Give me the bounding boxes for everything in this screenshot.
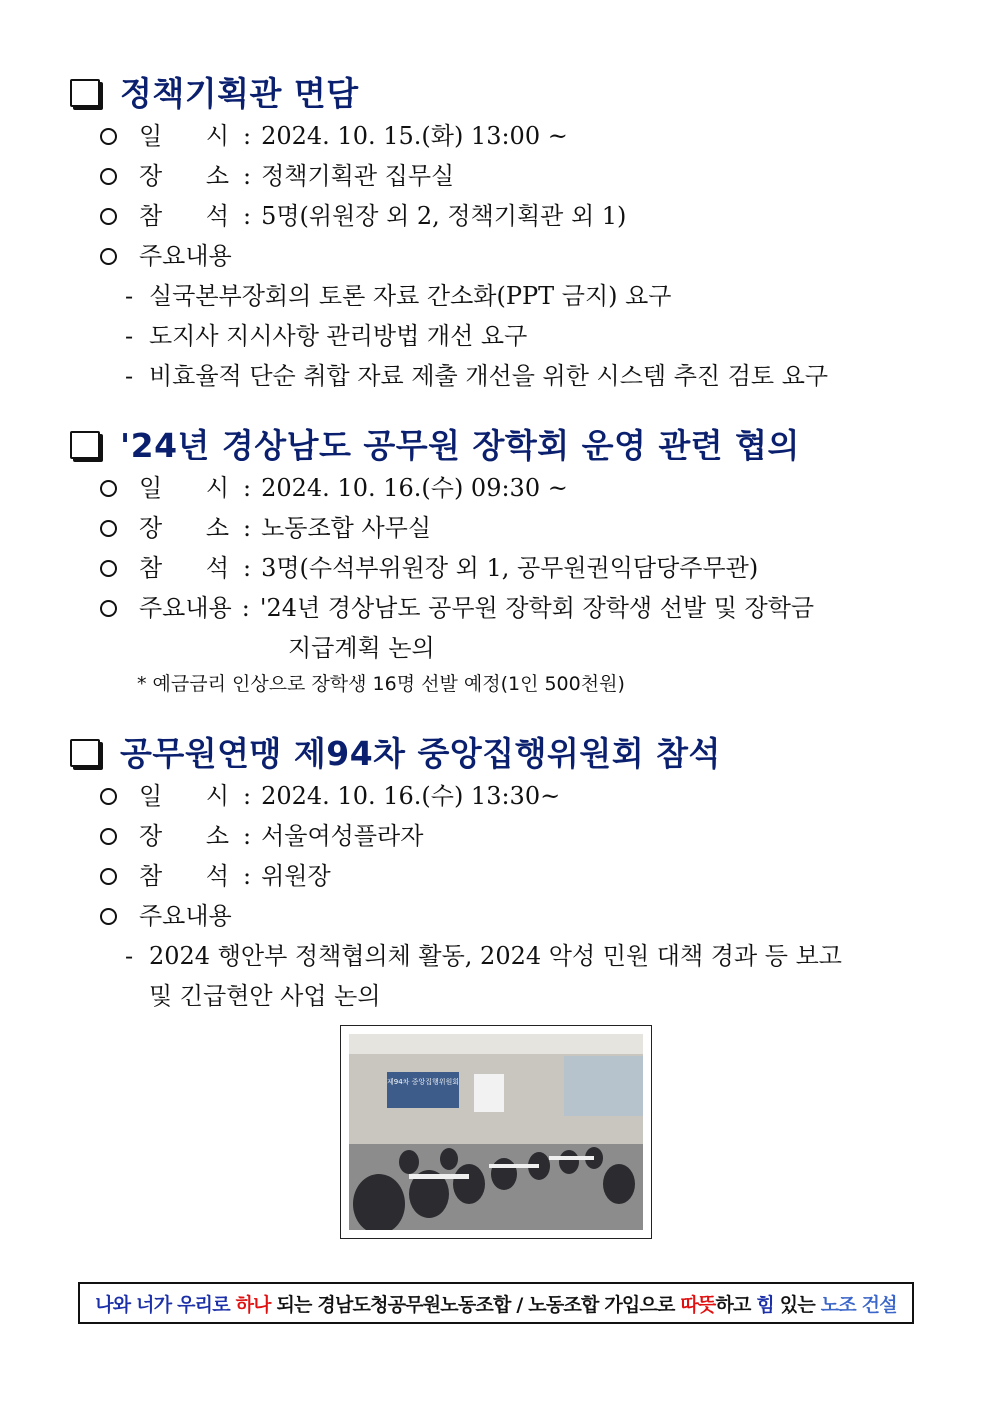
person: [603, 1164, 635, 1204]
slogan-part: 하나: [235, 1293, 271, 1316]
colon: :: [243, 162, 252, 190]
slogan-part: 하고: [715, 1293, 757, 1316]
item-value: 2024. 10. 16.(수) 09:30 ~: [261, 474, 568, 502]
item-attendees: [70, 548, 930, 588]
detail-item: [70, 316, 930, 356]
section-policy-meeting: [70, 68, 930, 396]
dash-bullet: -: [125, 942, 134, 970]
slogan-part: 있는: [773, 1293, 821, 1316]
section-title: 정책기획관 면담: [120, 73, 359, 113]
meeting-photo: [349, 1034, 643, 1230]
section-heading: [70, 420, 930, 466]
person: [399, 1150, 419, 1174]
item-key: 참 석: [139, 862, 229, 890]
slogan-part: 되는 경남도청공무원노동조합 / 노동조합 가입으로: [270, 1293, 681, 1316]
item-date: [70, 776, 930, 816]
item-value: 2024. 10. 15.(화) 13:00 ~: [261, 122, 568, 150]
detail-text: 실국본부장회의 토론 자료 간소화(PPT 금지) 요구: [149, 282, 672, 310]
detail-text: 비효율적 단순 취합 자료 제출 개선을 위한 시스템 추진 검토 요구: [149, 362, 829, 390]
item-value: 2024. 10. 16.(수) 13:30~: [261, 782, 561, 810]
circle-bullet-icon: [100, 168, 117, 185]
item-value: 노동조합 사무실: [261, 514, 432, 542]
photo-window: [564, 1056, 643, 1116]
checkbox-icon: [70, 431, 100, 459]
detail-item: [70, 276, 930, 316]
item-attendees: [70, 196, 930, 236]
circle-bullet-icon: [100, 560, 117, 577]
footer-slogan: [78, 1282, 914, 1324]
item-key: 주요내용: [139, 902, 232, 930]
person: [440, 1148, 458, 1170]
item-key: 주요내용: [139, 242, 232, 270]
item-attendees: [70, 856, 930, 896]
detail-text: 도지사 지시사항 관리방법 개선 요구: [149, 322, 528, 350]
item-main-content: [70, 236, 930, 276]
item-value-continuation: 지급계획 논의: [288, 634, 435, 662]
item-value: 3명(수석부위원장 외 1, 공무원권익담당주무관): [261, 554, 759, 582]
colon: :: [243, 822, 252, 850]
photo-banner-text: 제94차 중앙집행위원회: [387, 1078, 459, 1086]
slogan-part: 따뜻: [680, 1293, 716, 1316]
circle-bullet-icon: [100, 788, 117, 805]
colon: :: [243, 554, 252, 582]
photo-frame: [340, 1025, 652, 1239]
person: [453, 1164, 485, 1204]
item-key: 참 석: [139, 202, 229, 230]
item-place: [70, 508, 930, 548]
section-title: '24년 경상남도 공무원 장학회 운영 관련 협의: [120, 425, 800, 465]
detail-item: [70, 936, 930, 976]
person: [491, 1158, 517, 1190]
item-key: 일 시: [139, 122, 229, 150]
section-heading: [70, 728, 930, 774]
item-value: 5명(위원장 외 2, 정책기획관 외 1): [261, 202, 627, 230]
circle-bullet-icon: [100, 828, 117, 845]
item-value: 위원장: [261, 862, 331, 890]
colon: :: [243, 782, 252, 810]
dash-bullet: -: [125, 362, 134, 390]
slogan-part: 힘: [756, 1293, 774, 1316]
item-place: [70, 816, 930, 856]
colon: :: [241, 594, 250, 622]
colon: :: [243, 474, 252, 502]
circle-bullet-icon: [100, 128, 117, 145]
item-key: 참 석: [139, 554, 229, 582]
item-place: [70, 156, 930, 196]
item-value: 서울여성플라자: [261, 822, 424, 850]
dash-bullet: -: [125, 282, 134, 310]
item-key: 장 소: [139, 822, 229, 850]
person: [559, 1150, 579, 1174]
slogan-part: 나와 너가 우리로: [95, 1293, 236, 1316]
photo-ceiling: [349, 1034, 643, 1054]
table: [409, 1174, 469, 1179]
circle-bullet-icon: [100, 480, 117, 497]
circle-bullet-icon: [100, 248, 117, 265]
detail-continuation: 및 긴급현안 사업 논의: [149, 982, 381, 1010]
table: [489, 1164, 539, 1168]
item-value: '24년 경상남도 공무원 장학회 장학생 선발 및 장학금: [259, 594, 815, 622]
section-federation-meeting: [70, 728, 930, 1016]
detail-text: 2024 행안부 정책협의체 활동, 2024 악성 민원 대책 경과 등 보고: [149, 942, 842, 970]
item-value: 정책기획관 집무실: [261, 162, 455, 190]
item-main-content: [70, 588, 930, 628]
table: [549, 1156, 594, 1160]
meeting-photo-illustration: [349, 1034, 643, 1230]
circle-bullet-icon: [100, 520, 117, 537]
circle-bullet-icon: [100, 868, 117, 885]
section-heading: [70, 68, 930, 114]
checkbox-icon: [70, 739, 100, 767]
section-title: 공무원연맹 제94차 중앙집행위원회 참석: [120, 733, 721, 773]
footnote: * 예금금리 인상으로 장학생 16명 선발 예정(1인 500천원): [137, 673, 625, 695]
colon: :: [243, 122, 252, 150]
colon: :: [243, 862, 252, 890]
circle-bullet-icon: [100, 908, 117, 925]
colon: :: [243, 514, 252, 542]
colon: :: [243, 202, 252, 230]
section-scholarship-meeting: [70, 420, 930, 700]
item-key: 일 시: [139, 474, 229, 502]
checkbox-icon: [70, 79, 100, 107]
dash-bullet: -: [125, 322, 134, 350]
item-date: [70, 116, 930, 156]
circle-bullet-icon: [100, 600, 117, 617]
slogan-part: 노조 건설: [820, 1293, 897, 1316]
item-key: 장 소: [139, 162, 229, 190]
item-main-content: [70, 896, 930, 936]
circle-bullet-icon: [100, 208, 117, 225]
detail-item: [70, 356, 930, 396]
item-key: 장 소: [139, 514, 229, 542]
item-key: 일 시: [139, 782, 229, 810]
item-key: 주요내용: [139, 594, 232, 622]
photo-screen: [474, 1074, 504, 1112]
item-date: [70, 468, 930, 508]
